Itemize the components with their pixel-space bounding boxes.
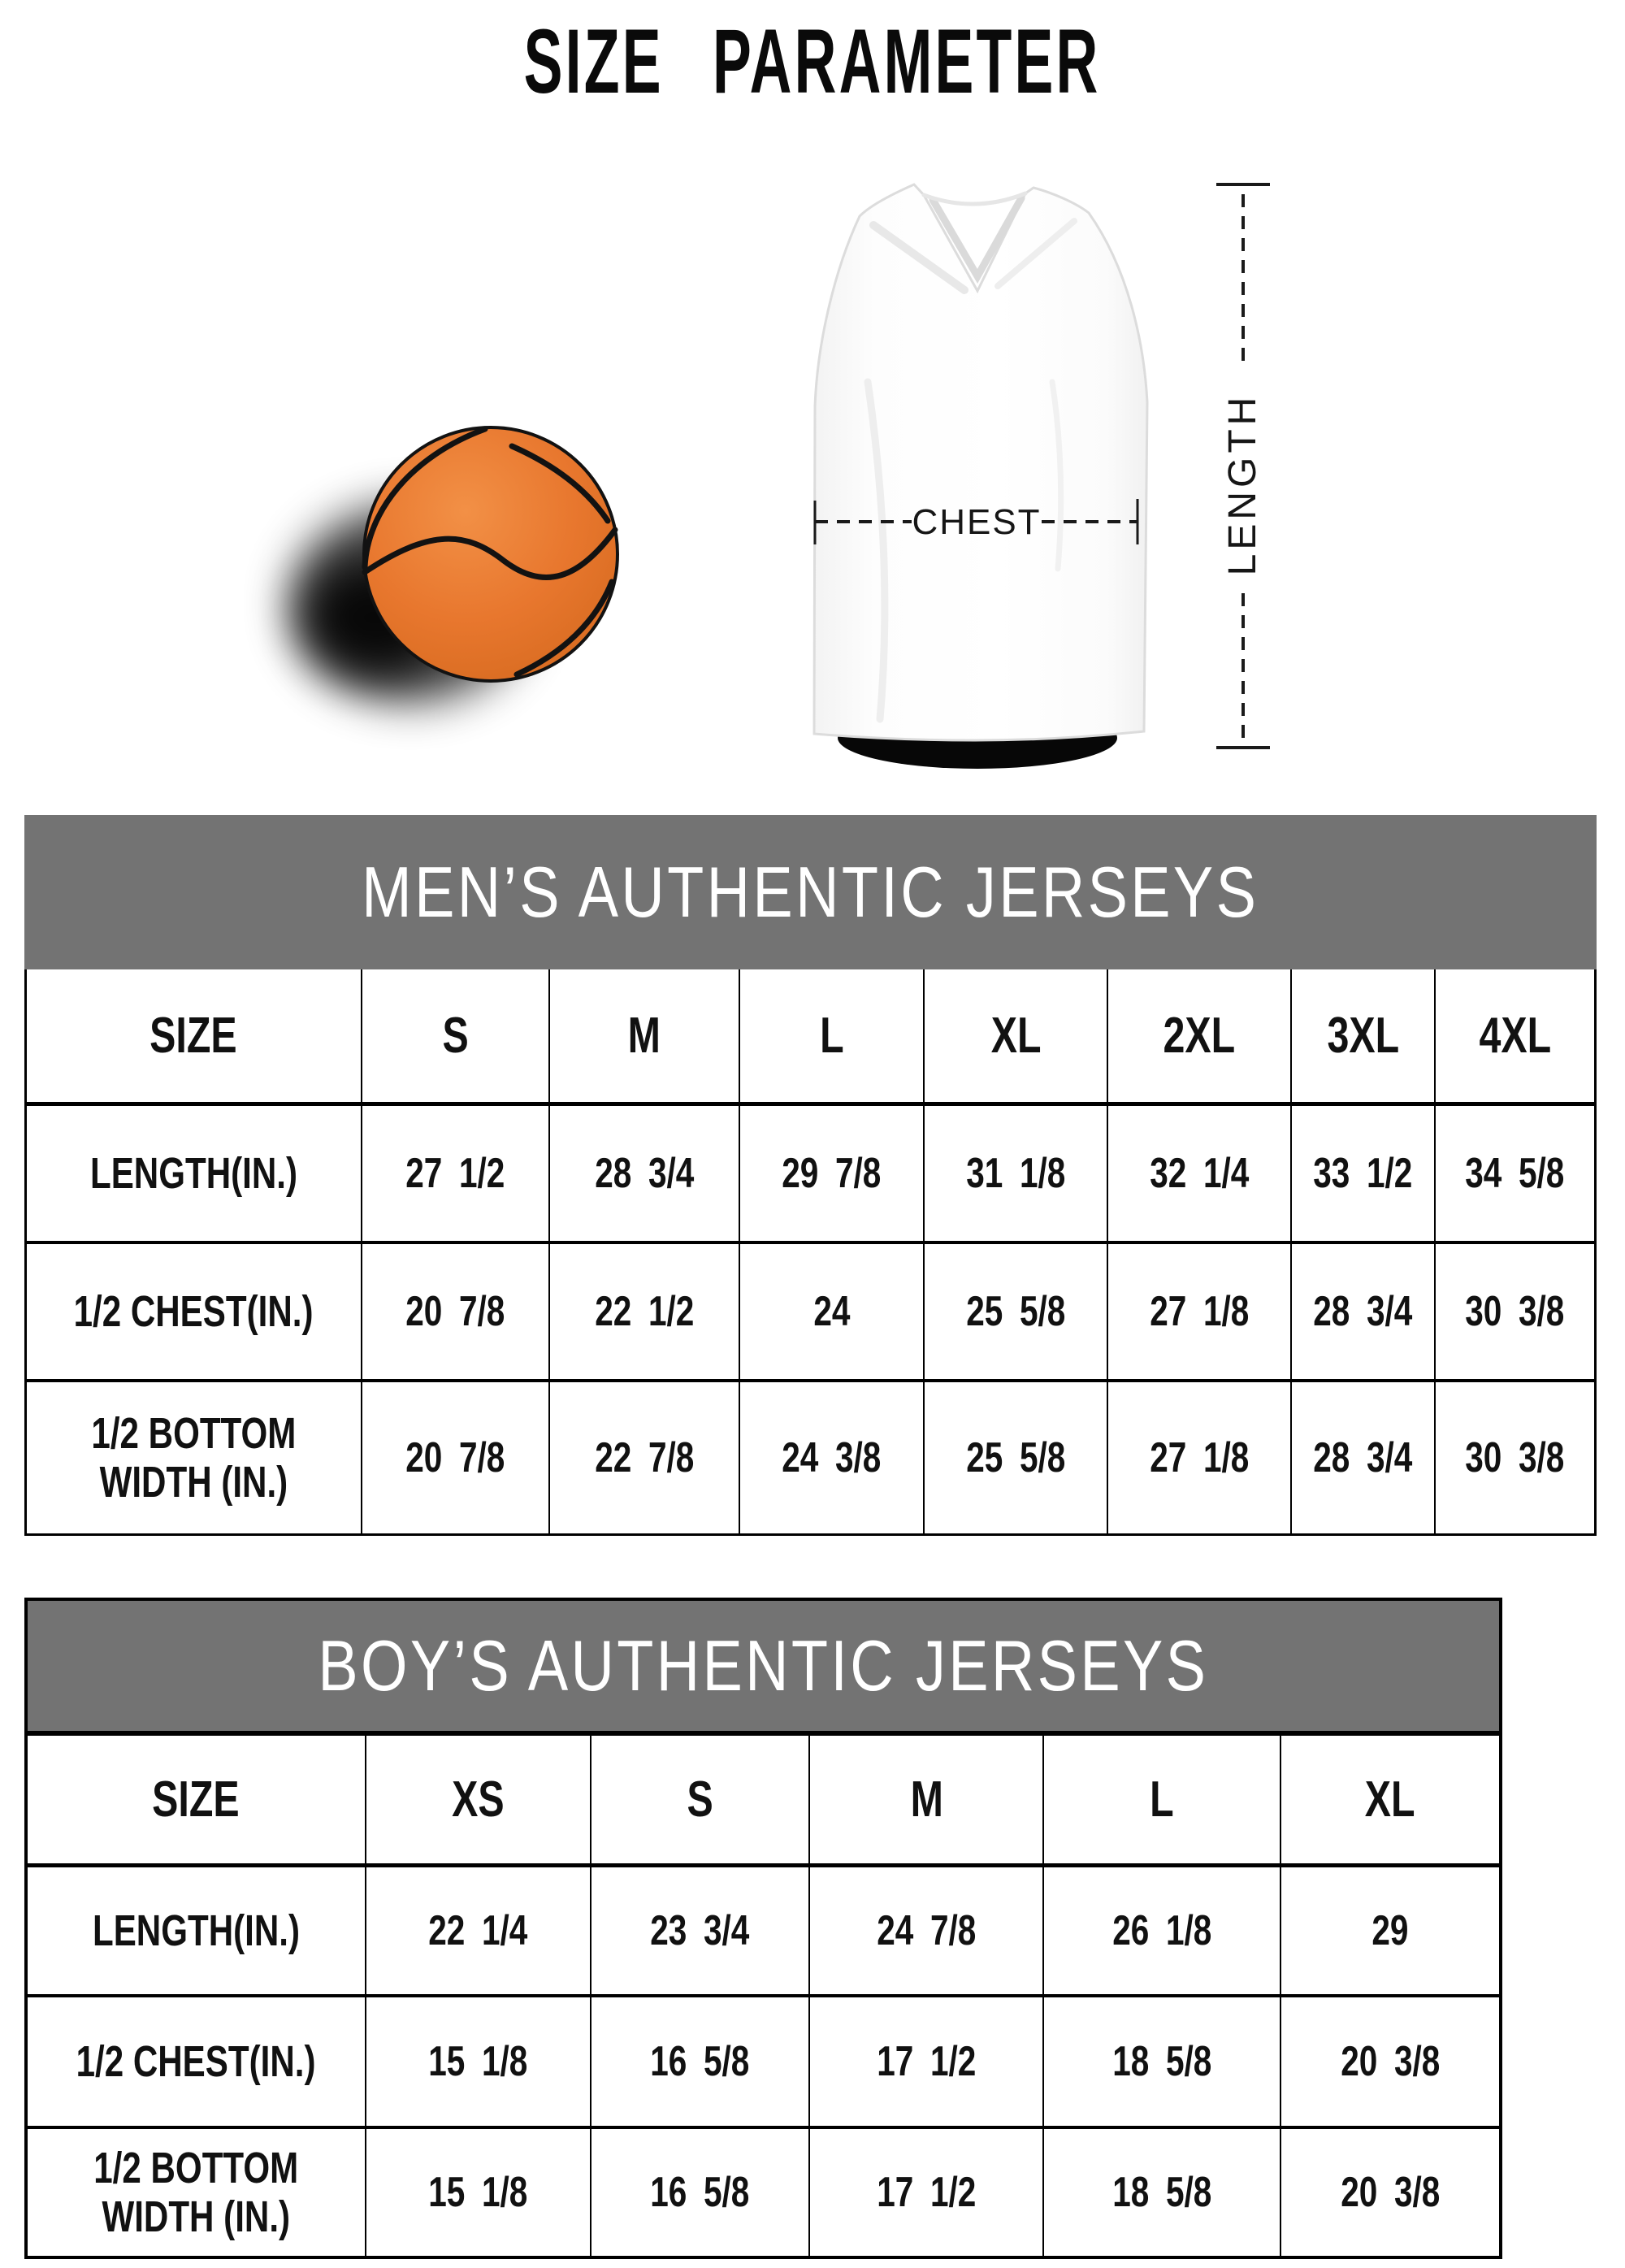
mens-col-header-xl: XL [925,969,1108,1106]
mens-col-header-m: M [550,969,739,1106]
mens-col-header-s: S [362,969,550,1106]
mens-col-header-4xl: 4XL [1436,969,1594,1106]
boys-col-header-xs: XS [366,1736,592,1867]
mens-row-label-half-chest: 1/2 CHEST(IN.) [27,1244,362,1382]
boys-bottom-xl: 20 3/8 [1340,2168,1440,2216]
boys-length-xl: 29 [1281,1867,1499,1997]
boys-col-header-m: M [810,1736,1044,1867]
mens-chest-m: 22 1/2 [550,1244,739,1382]
boys-chest-l: 18 5/8 [1044,1997,1281,2129]
mens-chest-s: 20 7/8 [362,1244,550,1382]
mens-length-4xl: 34 5/8 [1436,1106,1594,1244]
mens-bottom-3xl: 28 3/4 [1292,1382,1436,1533]
mens-row-label-length: LENGTH(IN.) [27,1106,362,1244]
boys-length-xs: 22 1/4 [366,1867,592,1997]
mens-bottom-m: 22 7/8 [550,1382,739,1533]
boys-row-label-half-chest: 1/2 CHEST(IN.) [28,1997,366,2129]
mens-col-header-3xl: 3XL [1292,969,1436,1106]
boys-bottom-m: 17 1/2 [810,2129,1044,2256]
mens-col-header-l: L [740,969,925,1106]
size-illustration-svg [228,146,1300,780]
boys-chest-m: 17 1/2 [810,1997,1044,2129]
mens-col-header-2xl: 2XL [1108,969,1292,1106]
mens-chest-4xl: 30 3/8 [1436,1244,1594,1382]
mens-bottom-s: 20 7/8 [362,1382,550,1533]
mens-length-s: 27 1/2 [362,1106,550,1244]
boys-col-header-size: SIZE [28,1736,366,1867]
boys-bottom-s: 16 5/8 [592,2129,811,2256]
boys-table-title-bar [28,1601,1499,1736]
boys-col-header-xl: XL [1281,1736,1499,1867]
mens-size-table [24,815,1597,1536]
boys-chest-xs: 15 1/8 [366,1997,592,2129]
boys-chest-s: 16 5/8 [592,1997,811,2129]
mens-length-xl: 31 1/8 [925,1106,1108,1244]
basketball-icon [364,427,618,681]
size-illustration [228,146,1300,780]
mens-chest-l: 24 [740,1244,925,1382]
mens-table-title: MEN’S AUTHENTIC JERSEYS [362,852,1259,932]
mens-row-label-half-bottom-width: 1/2 BOTTOM WIDTH (IN.) [27,1382,362,1533]
boys-row-label-half-bottom-width: 1/2 BOTTOM WIDTH (IN.) [28,2129,366,2256]
boys-bottom-xs: 15 1/8 [366,2129,592,2256]
mens-length-3xl: 33 1/2 [1292,1106,1436,1244]
page-title-text: SIZE PARAMETER [524,11,1101,112]
mens-bottom-l: 24 3/8 [740,1382,925,1533]
mens-chest-xl: 25 5/8 [925,1244,1108,1382]
mens-chest-3xl: 28 3/4 [1292,1244,1436,1382]
mens-length-2xl: 32 1/4 [1108,1106,1292,1244]
boys-length-l: 26 1/8 [1044,1867,1281,1997]
mens-table-title-bar [24,815,1597,969]
boys-bottom-l: 18 5/8 [1044,2129,1281,2256]
boys-chest-xl: 20 3/8 [1281,1997,1499,2129]
boys-table-title: BOY’S AUTHENTIC JERSEYS [318,1625,1209,1706]
mens-col-header-size: SIZE [27,969,362,1106]
mens-size-grid [24,969,1597,1536]
boys-col-header-s: S [592,1736,811,1867]
boys-col-header-l: L [1044,1736,1281,1867]
mens-length-l: 29 7/8 [740,1106,925,1244]
page-title [0,11,1625,112]
mens-bottom-2xl: 27 1/8 [1108,1382,1292,1533]
mens-bottom-xl: 25 5/8 [925,1382,1108,1533]
boys-length-s: 23 3/4 [592,1867,811,1997]
boys-length-m: 24 7/8 [810,1867,1044,1997]
jersey-icon [814,184,1147,769]
chest-dimension-label: CHEST [912,502,1042,542]
boys-size-table [24,1598,1502,2259]
length-dimension-label: LENGTH [1221,392,1264,576]
boys-row-label-length: LENGTH(IN.) [28,1867,366,1997]
length-dimension-annotation [1216,184,1270,748]
mens-length-m: 28 3/4 [550,1106,739,1244]
mens-bottom-4xl: 30 3/8 [1465,1433,1565,1481]
boys-size-grid [28,1736,1499,2256]
mens-chest-2xl: 27 1/8 [1108,1244,1292,1382]
